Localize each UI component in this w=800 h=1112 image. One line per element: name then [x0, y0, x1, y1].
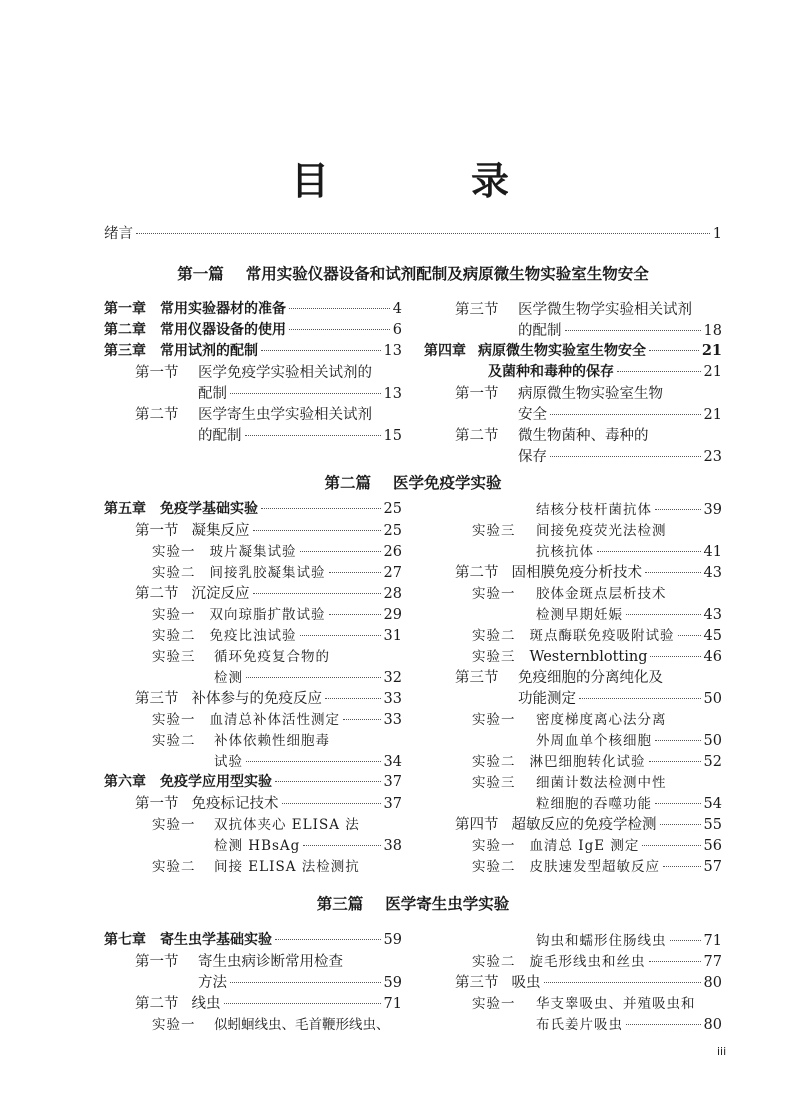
leader-dots: [136, 233, 710, 234]
entry-title[interactable]: 医学免疫学实验相关试剂的: [198, 365, 372, 381]
entry-label: 实验二: [472, 954, 516, 970]
entry-title: 双向琼脂扩散试验: [209, 607, 326, 623]
entry-title[interactable]: 华支睾吸虫、并殖吸虫和: [536, 996, 696, 1012]
entry-label: 实验二: [472, 628, 516, 644]
toc-entry-section[interactable]: [135, 687, 402, 708]
leader-dots: [343, 719, 381, 720]
toc-entry-section[interactable]: [135, 582, 402, 603]
entry-title: 线虫: [191, 996, 221, 1012]
entry-title[interactable]: 医学寄生虫学实验相关试剂: [198, 407, 372, 423]
toc-entry-section[interactable]: [518, 687, 722, 708]
entry-title: 粒细胞的吞噬功能: [536, 796, 652, 812]
leader-dots: [303, 845, 380, 846]
toc-entry-experiment[interactable]: [472, 950, 722, 970]
toc-entry-section[interactable]: [455, 971, 722, 992]
entry-page: 41: [703, 544, 722, 560]
entry-page: 25: [383, 501, 402, 517]
entry-page: 23: [703, 449, 722, 465]
toc-entry-section[interactable]: [135, 992, 402, 1013]
leader-dots: [645, 572, 701, 573]
entry-label: 第一节: [455, 386, 499, 402]
entry-title[interactable]: 间接 ELISA 法检测抗: [214, 859, 360, 875]
entry-title: 皮肤速发型超敏反应: [529, 859, 660, 875]
entry-page: 15: [383, 428, 402, 444]
leader-dots: [655, 509, 701, 510]
leader-dots: [649, 350, 699, 351]
part-heading: [104, 471, 722, 493]
entry-page: 55: [703, 817, 722, 833]
entry-page: 13: [383, 343, 402, 359]
entry-title: 钩虫和蠕形住肠线虫: [536, 933, 667, 949]
entry-label: 第二章: [104, 322, 146, 338]
toc-entry-section[interactable]: [135, 792, 402, 813]
entry-title[interactable]: 似蚓蛔线虫、毛首鞭形线虫、: [214, 1017, 390, 1033]
entry-label: 实验一: [152, 1017, 196, 1033]
entry-title: 试验: [214, 754, 243, 770]
entry-label: 第一节: [135, 523, 179, 539]
toc-entry-experiment[interactable]: [472, 834, 722, 854]
entry-title: 外周血单个核细胞: [536, 733, 652, 749]
leader-dots: [230, 393, 381, 394]
entry-label: 第一节: [135, 365, 179, 381]
leader-dots: [282, 803, 381, 804]
leader-dots: [245, 435, 381, 436]
entry-label: 实验一: [152, 607, 196, 623]
entry-title: 检测早期妊娠: [536, 607, 623, 623]
toc-entry-section[interactable]: [518, 445, 722, 466]
entry-label: 实验一: [472, 838, 516, 854]
leader-dots: [597, 551, 701, 552]
entry-label: 实验一: [472, 712, 516, 728]
toc-entry-section[interactable]: [518, 319, 722, 340]
leader-dots: [329, 572, 381, 573]
entry-title[interactable]: 密度梯度离心法分离: [536, 712, 667, 728]
leader-dots: [261, 350, 381, 351]
entry-label: 第三节: [135, 691, 179, 707]
entry-title: 保存: [518, 449, 547, 465]
entry-label: 第二节: [455, 428, 499, 444]
leader-dots: [626, 614, 701, 615]
toc-entry-section[interactable]: [455, 813, 722, 834]
leader-dots: [663, 866, 701, 867]
toc-entry-chapter[interactable]: [104, 771, 402, 791]
entry-page: 37: [383, 796, 402, 812]
entry-label: 第五章: [104, 501, 146, 517]
toc-entry-preface[interactable]: [104, 222, 722, 243]
toc-entry-experiment[interactable]: [214, 750, 402, 770]
entry-page: 21: [703, 407, 722, 423]
entry-label: 实验一: [152, 712, 196, 728]
entry-label: 实验一: [472, 996, 516, 1012]
entry-page: 77: [703, 954, 722, 970]
entry-page: 54: [703, 796, 722, 812]
entry-label: 第三节: [455, 975, 499, 991]
entry-title: 间接乳胶凝集试验: [209, 565, 326, 581]
toc-entry-experiment[interactable]: [152, 561, 402, 581]
toc-entry-chapter[interactable]: [104, 340, 402, 360]
entry-title: Westernblotting: [529, 649, 648, 665]
entry-title: 吸虫: [511, 975, 541, 991]
leader-dots: [275, 781, 381, 782]
leader-dots: [300, 635, 381, 636]
entry-label: 第四章: [424, 343, 466, 359]
leader-dots: [678, 635, 701, 636]
entry-label: 第二节: [135, 407, 179, 423]
entry-title: 固相膜免疫分析技术: [511, 565, 642, 581]
entry-title: 检测 HBsAg: [214, 838, 301, 854]
part-title: 医学寄生虫学实验: [385, 895, 510, 913]
entry-label: 第一节: [135, 796, 179, 812]
leader-dots: [650, 656, 700, 657]
part-heading: [104, 262, 722, 284]
entry-title: 凝集反应: [191, 523, 250, 539]
toc-entry-experiment[interactable]: [472, 624, 722, 644]
entry-page: 71: [383, 996, 402, 1012]
entry-label: 第三章: [104, 343, 146, 359]
toc-entry-experiment[interactable]: [214, 666, 402, 686]
entry-page: 4: [392, 301, 402, 317]
entry-title[interactable]: 补体依赖性细胞毒: [214, 733, 330, 749]
entry-label: 实验二: [472, 859, 516, 875]
entry-label: 实验二: [472, 754, 516, 770]
entry-page: 33: [383, 691, 402, 707]
entry-label: 第六章: [104, 774, 146, 790]
entry-title: 布氏姜片吸虫: [536, 1017, 623, 1033]
entry-page: 43: [703, 607, 722, 623]
part-title: 常用实验仪器设备和试剂配制及病原微生物实验室生物安全: [245, 265, 649, 283]
entry-label: 第一章: [104, 301, 146, 317]
entry-page: 33: [383, 712, 402, 728]
entry-title: 的配制: [518, 323, 562, 339]
entry-title: 免疫学基础实验: [160, 501, 258, 517]
leader-dots: [230, 982, 381, 983]
entry-label: 实验一: [152, 544, 196, 560]
leader-dots: [224, 1003, 381, 1004]
leader-dots: [253, 593, 381, 594]
entry-title: 检测: [214, 670, 243, 686]
entry-page: 29: [383, 607, 402, 623]
toc-entry-section[interactable]: [518, 403, 722, 424]
toc-entry-chapter[interactable]: [104, 929, 402, 949]
entry-title: 功能测定: [518, 691, 576, 707]
leader-dots: [329, 614, 381, 615]
entry-page: 25: [383, 523, 402, 539]
entry-label: 实验二: [152, 733, 196, 749]
toc-entry-experiment[interactable]: [152, 603, 402, 623]
leader-dots: [289, 329, 390, 330]
entry-title[interactable]: 间接免疫荧光法检测: [536, 523, 667, 539]
entry-label: 实验一: [152, 817, 196, 833]
entry-title: 斑点酶联免疫吸附试验: [529, 628, 675, 644]
toc-entry-experiment[interactable]: [536, 540, 722, 560]
entry-title[interactable]: 寄生虫病诊断常用检查: [198, 954, 343, 970]
entry-page: 18: [703, 323, 722, 339]
part-heading: [104, 892, 722, 914]
part-label: 第一篇: [177, 265, 224, 283]
entry-label: 实验三: [152, 649, 196, 665]
leader-dots: [550, 456, 701, 457]
toc-entry-section[interactable]: [198, 971, 402, 992]
entry-page: 6: [392, 322, 402, 338]
entry-title[interactable]: 医学微生物学实验相关试剂: [518, 302, 692, 318]
entry-label: 第二节: [135, 586, 179, 602]
toc-entry-experiment[interactable]: [536, 498, 722, 518]
entry-page: 43: [703, 565, 722, 581]
entry-page: 27: [383, 565, 402, 581]
entry-title[interactable]: 免疫细胞的分离纯化及: [518, 670, 663, 686]
entry-page: 34: [383, 754, 402, 770]
leader-dots: [300, 551, 381, 552]
toc-entry-experiment[interactable]: [536, 603, 722, 623]
entry-page: 45: [703, 628, 722, 644]
leader-dots: [550, 414, 701, 415]
entry-page: 39: [703, 502, 722, 518]
entry-label: 实验一: [472, 586, 516, 602]
toc-entry-experiment[interactable]: [472, 645, 722, 665]
entry-title: 免疫比浊试验: [209, 628, 297, 644]
entry-page: 50: [703, 691, 722, 707]
leader-dots: [253, 530, 381, 531]
leader-dots: [655, 803, 701, 804]
entry-label: 实验三: [472, 775, 516, 791]
entry-title: 补体参与的免疫反应: [191, 691, 322, 707]
entry-title: 沉淀反应: [191, 586, 250, 602]
entry-page: 37: [383, 774, 402, 790]
entry-title: 及菌种和毒种的保存: [488, 364, 614, 380]
toc-entry-experiment[interactable]: [152, 708, 402, 728]
entry-title: 配制: [198, 386, 227, 402]
leader-dots: [649, 961, 701, 962]
entry-page: 71: [703, 933, 722, 949]
leader-dots: [649, 761, 701, 762]
toc-entry-experiment[interactable]: [152, 540, 402, 560]
part-label: 第三篇: [316, 895, 364, 913]
entry-page: 38: [383, 838, 402, 854]
entry-page: 56: [703, 838, 722, 854]
entry-title[interactable]: 胶体金斑点层析技术: [536, 586, 667, 602]
part-label: 第二篇: [324, 474, 371, 492]
leader-dots: [579, 698, 701, 699]
entry-page: 80: [703, 975, 722, 991]
entry-title: 的配制: [198, 428, 242, 444]
toc-entry-experiment[interactable]: [152, 624, 402, 644]
entry-page: 13: [383, 386, 402, 402]
entry-page: 28: [383, 586, 402, 602]
entry-page: 21: [701, 342, 722, 359]
leader-dots: [246, 761, 381, 762]
entry-page: 32: [383, 670, 402, 686]
entry-title: 淋巴细胞转化试验: [529, 754, 646, 770]
entry-label: 实验二: [152, 628, 196, 644]
toc-entry-experiment[interactable]: [472, 855, 722, 875]
entry-page: 52: [703, 754, 722, 770]
entry-title: 结核分枝杆菌抗体: [536, 502, 652, 518]
entry-label: 第一节: [135, 954, 179, 970]
toc-entry-experiment[interactable]: [536, 792, 722, 812]
entry-title[interactable]: 病原微生物实验室生物: [518, 386, 663, 402]
toc-entry-experiment[interactable]: [214, 834, 402, 854]
leader-dots: [626, 1024, 701, 1025]
leader-dots: [642, 845, 700, 846]
entry-label: 实验二: [152, 859, 196, 875]
entry-title: 玻片凝集试验: [209, 544, 297, 560]
entry-title: 常用仪器设备的使用: [160, 322, 286, 338]
leader-dots: [565, 330, 701, 331]
toc-entry-chapter[interactable]: [424, 340, 722, 360]
toc-entry-section[interactable]: [455, 561, 722, 582]
entry-label: 第二节: [135, 996, 179, 1012]
toc-entry-experiment[interactable]: [472, 750, 722, 770]
entry-page: 26: [383, 544, 402, 560]
toc-entry-chapter[interactable]: [488, 361, 722, 381]
entry-page: 31: [383, 628, 402, 644]
entry-title: 免疫学应用型实验: [160, 774, 272, 790]
entry-title[interactable]: 细菌计数法检测中性: [536, 775, 667, 791]
entry-label: 第七章: [104, 932, 146, 948]
leader-dots: [261, 508, 381, 509]
toc-entry-section[interactable]: [135, 519, 402, 540]
entry-title: 抗核抗体: [536, 544, 594, 560]
entry-label: 第二节: [455, 565, 499, 581]
entry-title: 旋毛形线虫和丝虫: [529, 954, 646, 970]
leader-dots: [275, 939, 381, 940]
entry-title: 血清总 IgE 测定: [529, 838, 640, 854]
entry-title: 血清总补体活性测定: [209, 712, 340, 728]
entry-label: 第三节: [455, 670, 499, 686]
page-title: 目 录: [290, 159, 561, 203]
entry-label: 第三节: [455, 302, 499, 318]
entry-page: 1: [712, 226, 722, 242]
leader-dots: [544, 982, 701, 983]
toc-entry-section[interactable]: [198, 424, 402, 445]
toc-entry-chapter[interactable]: [104, 498, 402, 518]
leader-dots: [660, 824, 701, 825]
leader-dots: [325, 698, 381, 699]
entry-label: 实验三: [472, 649, 516, 665]
entry-page: 50: [703, 733, 722, 749]
page-number: iii: [717, 1045, 727, 1058]
part-title: 医学免疫学实验: [393, 474, 502, 492]
toc-entry-experiment[interactable]: [536, 729, 722, 749]
entry-title: 常用实验器材的准备: [160, 301, 286, 317]
leader-dots: [670, 940, 701, 941]
entry-page: 59: [383, 932, 402, 948]
leader-dots: [655, 740, 701, 741]
leader-dots: [617, 371, 701, 372]
entry-page: 80: [703, 1017, 722, 1033]
entry-title[interactable]: 双抗体夹心 ELISA 法: [214, 817, 360, 833]
entry-title: 寄生虫学基础实验: [160, 932, 272, 948]
entry-title: 免疫标记技术: [191, 796, 279, 812]
entry-title: 常用试剂的配制: [160, 343, 258, 359]
toc-entry-experiment[interactable]: [536, 1013, 722, 1033]
entry-title: 病原微生物实验室生物安全: [478, 343, 646, 359]
leader-dots: [246, 677, 381, 678]
entry-title[interactable]: 微生物菌种、毒种的: [518, 428, 649, 444]
entry-title: 方法: [198, 975, 227, 991]
entry-label: 第四节: [455, 817, 499, 833]
entry-label: 实验三: [472, 523, 516, 539]
entry-title[interactable]: 循环免疫复合物的: [214, 649, 330, 665]
toc-entry-chapter[interactable]: [104, 319, 402, 339]
entry-page: 46: [703, 649, 722, 665]
leader-dots: [289, 308, 390, 309]
entry-page: 59: [383, 975, 402, 991]
entry-page: 57: [703, 859, 722, 875]
entry-title: 安全: [518, 407, 547, 423]
toc-entry-chapter[interactable]: [104, 298, 402, 318]
entry-label: 实验二: [152, 565, 196, 581]
entry-page: 21: [703, 364, 722, 380]
toc-entry-experiment[interactable]: [536, 929, 722, 949]
entry-title: 超敏反应的免疫学检测: [511, 817, 657, 833]
entry-label: 绪言: [104, 226, 133, 242]
toc-entry-section[interactable]: [198, 382, 402, 403]
